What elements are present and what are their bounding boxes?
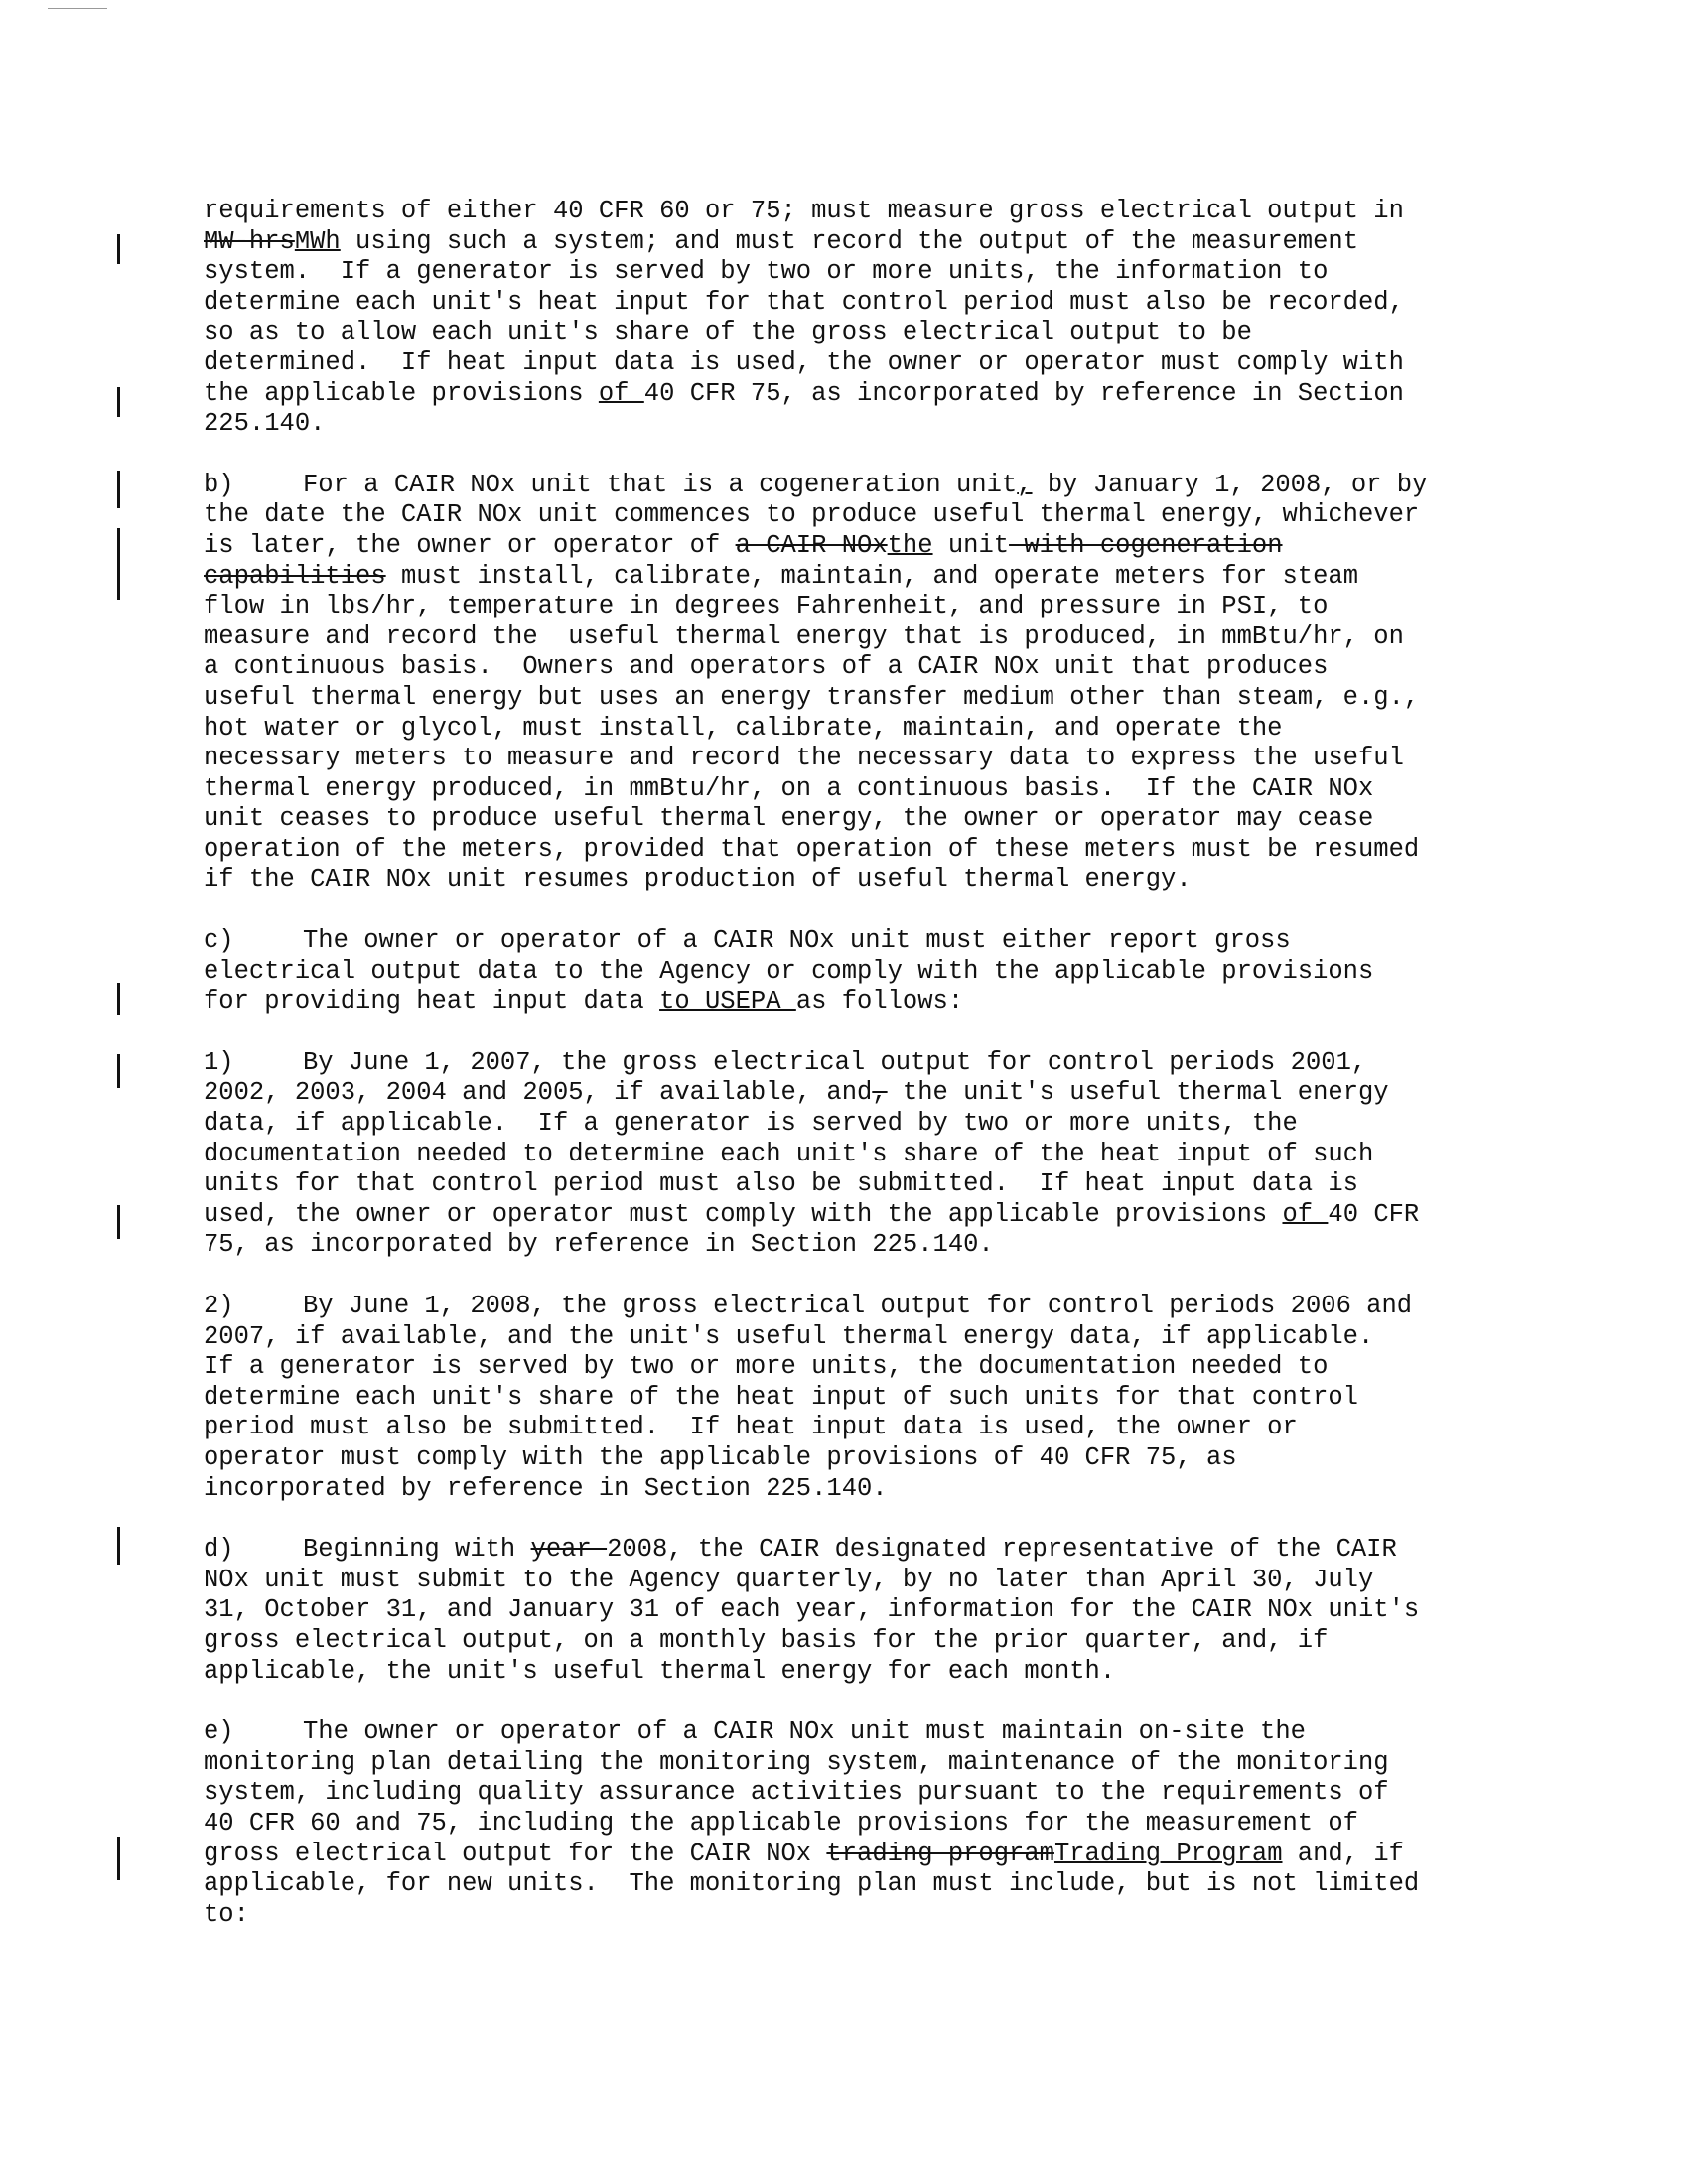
deleted-text: , (872, 1078, 888, 1108)
paragraph-label: d) (204, 1535, 234, 1565)
revision-bar (117, 1837, 120, 1880)
paragraph-d: d) Beginning with year 2008, the CAIR designated representative of the CAIR NOx unit must submit to the Agency quarterly, by no later than April 30, July 31, October 31, and January 31 of each year, information for the CAIR NOx unit's gross electrical output, on a monthly basis for the prior quarter, and, if applicable, the unit's useful thermal energy for each month. (204, 1535, 1420, 1686)
paragraph-label: 2) (204, 1292, 234, 1320)
revision-bar (117, 528, 120, 600)
inserted-text: , (1017, 470, 1033, 499)
paragraph-b: b) For a CAIR NOx unit that is a cogeneration unit, by January 1, 2008, or by the date the CAIR NOx unit commences to produce useful thermal energy, whichever is later, the owner or operator of a CAIR NOxthe unit with cogeneration capabilities must install, calibrate, maintain, and operate meters for steam flow in lbs/hr, temperature in degrees Fahrenheit, and pressure in PSI, to measure and record the useful thermal energy that is produced, in mmBtu/hr, on a continuous basis. Owners and operators of a CAIR NOx unit that produces useful thermal energy but uses an energy transfer medium other than steam, e.g., hot water or glycol, must install, calibrate, maintain, and operate the necessary meters to measure and record the necessary data to express the useful thermal energy produced, in mmBtu/hr, on a continuous basis. If the CAIR NOx unit ceases to produce useful thermal energy, the owner or operator may cease operation of the meters, provided that operation of these meters must be resumed if the CAIR NOx unit resumes production of useful thermal energy. (204, 470, 1428, 894)
revision-bar (117, 234, 120, 264)
deleted-text: a CAIR NOx (735, 530, 888, 560)
paragraph-1: 1) By June 1, 2007, the gross electrical output for control periods 2001, 2002, 2003, 2004 and 2005, if available, and, the unit's useful thermal energy data, if applicable. If a generator is served by two or more units, the documentation needed to determine each unit's share of the heat input of such units for that control period must also be submitted. If heat input data is used, the owner or operator must comply with the applicable provisions of 40 CFR 75, as incorporated by reference in Section 225.140. (204, 1047, 1420, 1260)
paragraph-2: 2) By June 1, 2008, the gross electrical output for control periods 2006 and 2007, if available, and the unit's useful thermal energy data, if applicable. If a generator is served by two or more units, the documentation needed to determine each unit's share of the heat input of such units for that control period must also be submitted. If heat input data is used, the owner or operator must comply with the applicable provisions of 40 CFR 75, as incorporated by reference in Section 225.140. (204, 1292, 1413, 1503)
inserted-text: MWh (294, 226, 341, 256)
paragraph-intro: requirements of either 40 CFR 60 or 75; must measure gross electrical output in MW-hrsMWh using such a system; and must record the output of the measurement system. If a generator is served by two or more units, the information to determine each unit's heat input for that control period must also be recorded, so as to allow each unit's share of the gross electrical output to be determined. If heat input data is used, the owner or operator must comply with the applicable provisions of 40 CFR 75, as incorporated by reference in Section 225.140. (204, 197, 1404, 439)
paragraph-label: b) (204, 470, 234, 499)
revision-bar (117, 1527, 120, 1565)
paragraph-label: e) (204, 1717, 234, 1747)
revision-bar (117, 471, 120, 508)
inserted-text: of (1282, 1199, 1329, 1229)
revision-bar (117, 1054, 120, 1088)
inserted-text: to USEPA (659, 987, 796, 1017)
paragraph-label: c) (204, 926, 234, 956)
paragraph-label: 1) (204, 1047, 234, 1077)
revision-bar (117, 1205, 120, 1239)
paragraph-c: c) The owner or operator of a CAIR NOx unit must either report gross electrical output data to the Agency or comply with the applicable provisions for providing heat input data to USEPA as follows: (204, 926, 1374, 1017)
deleted-text: with cogeneration (1009, 530, 1283, 560)
deleted-text: MW-hrs (204, 226, 295, 256)
inserted-text: Trading Program (1053, 1839, 1283, 1868)
inserted-text: of (598, 378, 644, 408)
paragraph-e: e) The owner or operator of a CAIR NOx unit must maintain on-site the monitoring plan detailing the monitoring system, maintenance of the monitoring system, including quality assurance activities pursuant to the requirements of 40 CFR 60 and 75, including the applicable provisions for the measurement of gross electrical output for the CAIR NOx trading programTrading Program and, if applicable, for new units. The monitoring plan must include, but is not limited to: (204, 1717, 1420, 1929)
deleted-text: capabilities (204, 561, 386, 591)
deleted-text: year (530, 1535, 608, 1565)
deleted-text: trading program (826, 1839, 1054, 1868)
revision-bar (117, 983, 120, 1015)
revision-bar (117, 387, 120, 417)
document-page (204, 197, 1529, 1930)
scan-mark (48, 8, 107, 9)
inserted-text: the (887, 530, 933, 560)
